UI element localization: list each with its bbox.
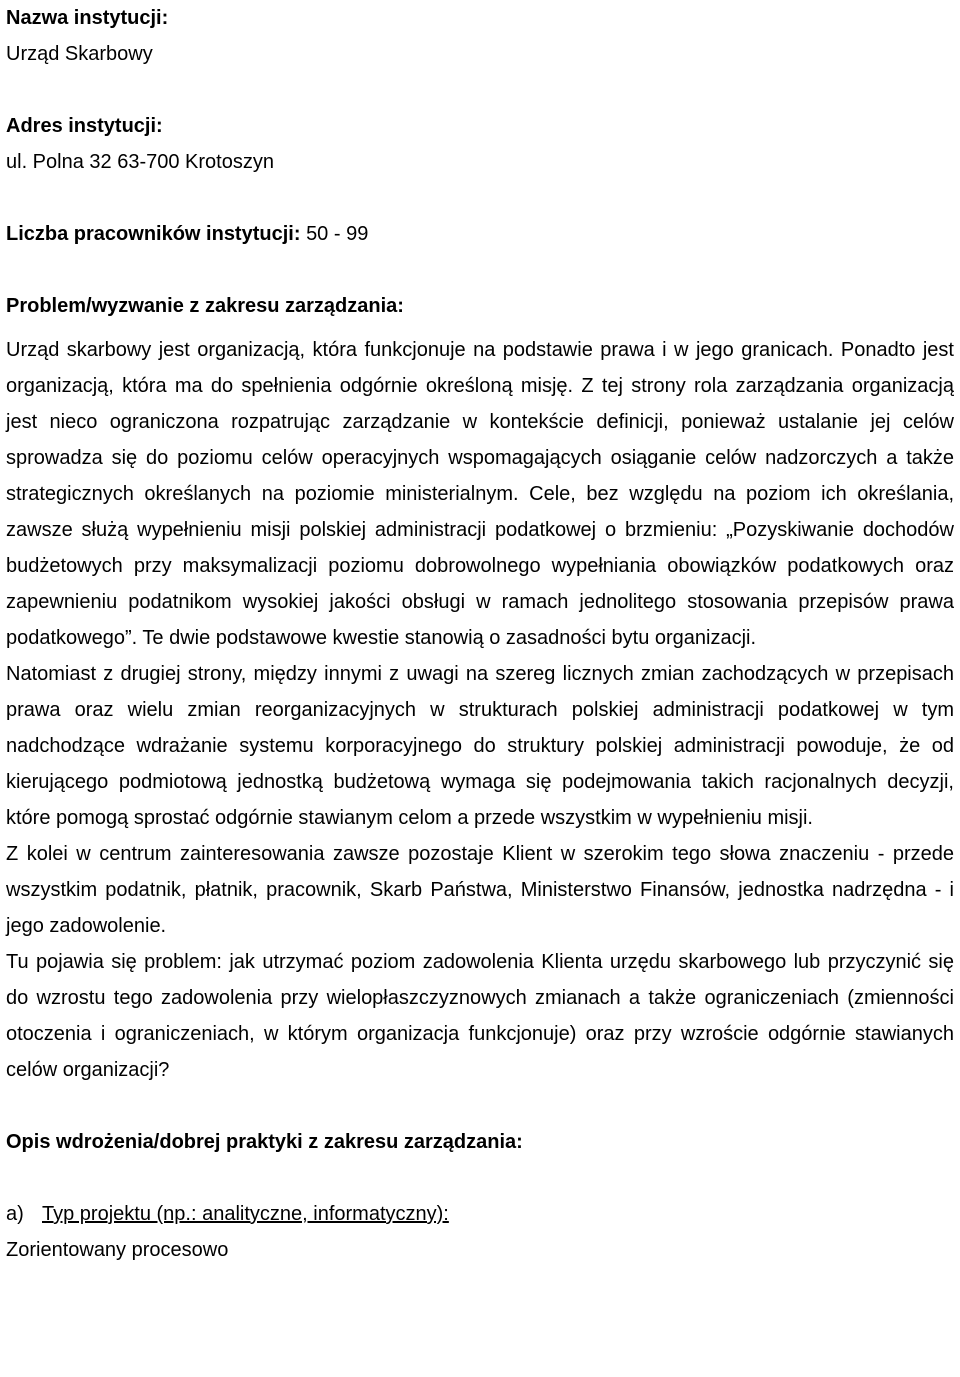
list-item-a-value: Zorientowany procesowo: [6, 1239, 229, 1261]
problem-paragraph-2: Natomiast z drugiej strony, między innymi z uwagi na szereg licznych zmian zachodzących w przepisach prawa oraz wielu zmian reorganizacyjnych w strukturach polskiej administracji podatkowej w tym nadchodzące wdrażanie systemu korporacyjnego do struktury polskiej administracji powoduje, że od kierującego podmiotową jednostką budżetową wymaga się podejmowania takich racjonalnych decyzji, które pomogą sprostać odgórnie stawianym celom a przede wszystkim w wypełnieniu misji.: [6, 663, 954, 829]
list-item-a-label: Typ projektu (np.: analityczne, informatyczny):: [42, 1203, 449, 1225]
institution-name-label: Nazwa instytucji:: [6, 7, 169, 29]
institution-address-value: ul. Polna 32 63-700 Krotoszyn: [6, 151, 274, 173]
institution-address-label: Adres instytucji:: [6, 115, 163, 137]
problem-paragraph-3: Z kolei w centrum zainteresowania zawsze pozostaje Klient w szerokim tego słowa znaczeniu - przede wszystkim podatnik, płatnik, pracownik, Skarb Państwa, Ministerstwo Finansów, jednostka nadrzędna - i jego zadowolenie.: [6, 843, 954, 937]
problem-paragraph-1: Urząd skarbowy jest organizacją, która funkcjonuje na podstawie prawa i w jego granicach. Ponadto jest organizacją, która ma do spełnienia odgórnie określoną misję. Z tej strony rola zarządzania organizacją jest nieco ograniczona rozpatrując zarządzanie w kontekście definicji, ponieważ ustalanie jej celów sprowadza się do poziomu celów operacyjnych wspomagających osiąganie celów nadzorczych a także strategicznych określanych na poziomie ministerialnym. Cele, bez względu na poziom ich określania, zawsze służą wypełnieniu misji polskiej administracji podatkowej o brzmieniu: „Pozyskiwanie dochodów budżetowych przy maksymalizacji poziomu dobrowolnego wypełniania obowiązków podatkowych oraz zapewnieniu podatnikom wysokiej jakości obsługi w ramach jednolitego stosowania przepisów prawa podatkowego”. Te dwie podstawowe kwestie stanowią o zasadności bytu organizacji.: [6, 339, 954, 649]
spacer: [6, 324, 954, 332]
employees-row: [6, 216, 954, 252]
spacer: [6, 1160, 954, 1196]
institution-name-value: Urząd Skarbowy: [6, 43, 153, 65]
problem-paragraph-4: Tu pojawia się problem: jak utrzymać poziom zadowolenia Klienta urzędu skarbowego lub przyczynić się do wzrostu tego zadowolenia przy wielopłaszczyznowych zmianach a także ograniczeniach (zmienności otoczenia i ograniczeniach, w którym organizacja funkcjonuje) oraz przy wzroście odgórnie stawianych celów organizacji?: [6, 951, 954, 1081]
practice-heading: Opis wdrożenia/dobrej praktyki z zakresu zarządzania:: [6, 1131, 523, 1153]
spacer: [6, 180, 954, 216]
list-item-a: [6, 1196, 954, 1232]
spacer: [6, 252, 954, 288]
spacer: [6, 1088, 954, 1124]
problem-heading: Problem/wyzwanie z zakresu zarządzania:: [6, 295, 404, 317]
list-item-a-letter: a): [6, 1203, 24, 1225]
employees-value: 50 - 99: [306, 223, 369, 245]
spacer: [6, 72, 954, 108]
employees-label: Liczba pracowników instytucji:: [6, 223, 301, 245]
